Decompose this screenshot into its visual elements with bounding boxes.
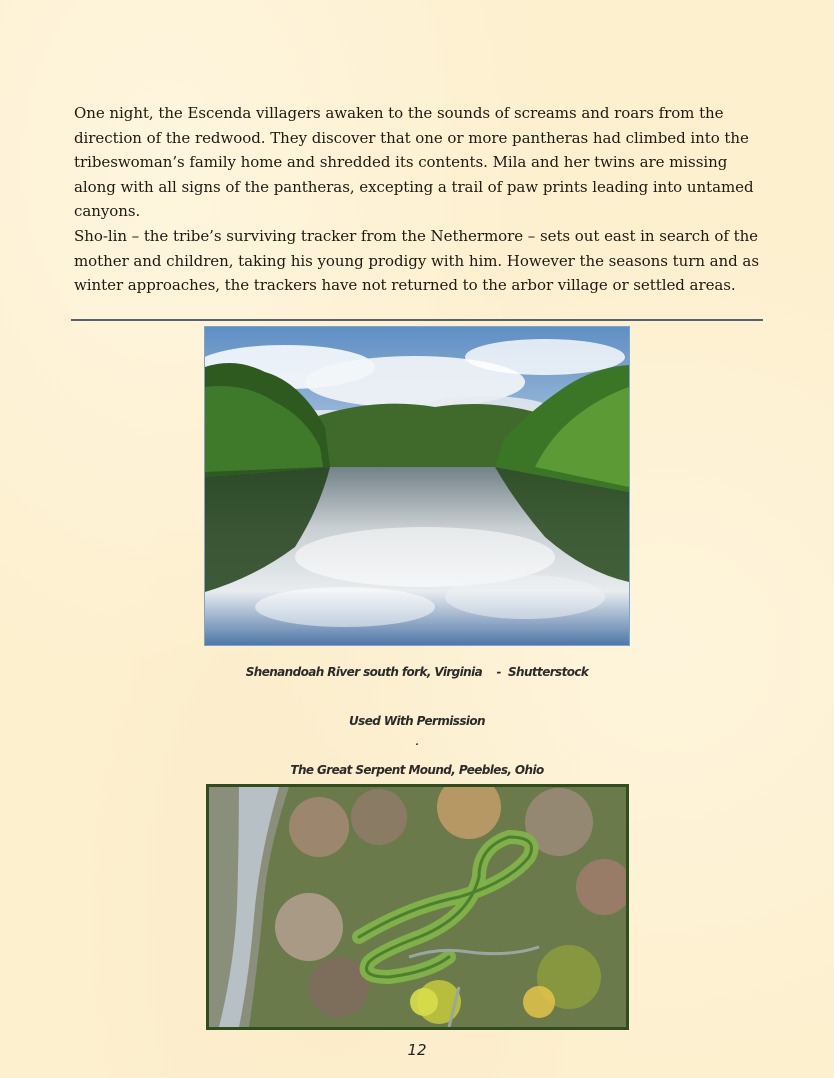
serpent-mound-photo	[206, 784, 629, 1030]
permission-note: Used With Permission	[349, 714, 485, 728]
page-number: 12	[407, 1041, 427, 1059]
story-paragraph-2: Sho-lin – the tribe’s surviving tracker from the Nethermore – sets out east in search of the mother and children, taking his young prodigy with him. However the seasons turn and as winter approaches, the trackers have not returned to the arbor village or settled areas.	[74, 227, 759, 294]
river-photo-caption: Shenandoah River south fork, Virginia - Shutterstock	[245, 665, 589, 679]
story-paragraph-1: One night, the Escenda villagers awaken to the sounds of screams and roars from the direction of the redwood. They discover that one or more pantheras had climbed into the tribeswoman’s family home and shredded its contents. Mila and her twins are missing along with all signs of the pantheras, excepting a trail of paw prints leading into untamed canyons.	[74, 104, 754, 220]
mound-photo-caption: The Great Serpent Mound, Peebles, Ohio	[290, 763, 544, 777]
caption-separator: .	[415, 738, 419, 748]
section-divider	[71, 319, 763, 321]
river-photo	[204, 326, 630, 646]
